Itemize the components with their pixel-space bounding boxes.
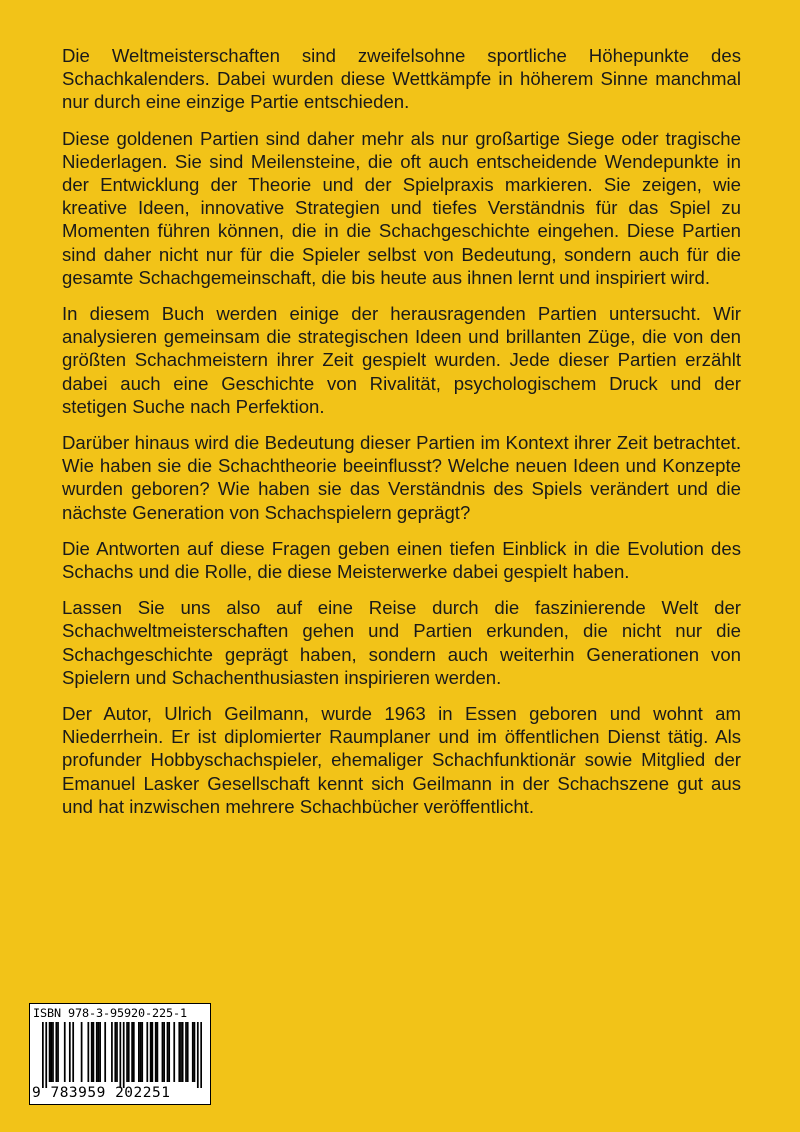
barcode-bar xyxy=(81,1022,83,1082)
barcode-bar xyxy=(98,1022,100,1082)
barcode-bar xyxy=(182,1022,184,1082)
barcode-bar xyxy=(45,1022,47,1088)
barcode-bar xyxy=(180,1022,182,1082)
barcode-bar xyxy=(141,1022,143,1082)
barcode-bar xyxy=(93,1022,95,1082)
barcode-bar xyxy=(123,1022,125,1088)
barcode-bar xyxy=(173,1022,175,1082)
barcode-bar xyxy=(157,1022,159,1082)
barcode-bar xyxy=(168,1022,170,1082)
barcode-bar xyxy=(150,1022,152,1082)
paragraph-answers: Die Antworten auf diese Fragen geben einen tiefen Einblick in die Evolution des Schachs und die Rolle, die diese Meisterwerke dabei gespielt haben. xyxy=(62,537,741,583)
paragraph-journey: Lassen Sie uns also auf eine Reise durch die faszinierende Welt der Schachweltmeisterschaften gehen und Partien erkunden, die nicht nur die Schachgeschichte geprägt haben, sondern auch weiterhin Generationen von Spielern und Schachenthusiasten inspirieren werden. xyxy=(62,597,741,688)
barcode-bar xyxy=(55,1022,57,1082)
barcode-bar xyxy=(162,1022,164,1082)
isbn-label: ISBN 978-3-95920-225-1 xyxy=(33,1006,188,1020)
barcode-bar xyxy=(151,1022,153,1082)
paragraph-book-content: In diesem Buch werden einige der herausragenden Partien untersucht. Wir analysieren gemeinsam die strategischen Ideen und brillanten Züge, die von den größten Schachmeistern ihrer Zeit gespielt wurden. Jede dieser Partien erzählt dabei auch eine Geschichte von Rivalität, psychologischem Druck und der stetigen Suche nach Perfektion. xyxy=(62,303,741,417)
barcode-bar xyxy=(200,1022,202,1088)
barcode-bar xyxy=(167,1022,169,1082)
barcode-bar xyxy=(91,1022,93,1082)
back-cover-text xyxy=(62,44,741,831)
barcode-bar xyxy=(163,1022,165,1082)
barcode-bar xyxy=(111,1022,113,1082)
barcode-bar xyxy=(72,1022,74,1082)
barcode-bar xyxy=(69,1022,71,1082)
barcode-number: 9 783959 202251 xyxy=(32,1085,171,1101)
barcode-bar xyxy=(192,1022,194,1082)
paragraph-author: Der Autor, Ulrich Geilmann, wurde 1963 in Essen geboren und wohnt am Niederrhein. Er ist diplomierter Raumplaner und im öffentlichen Dienst tätig. Als profunder Hobbyschachspieler, ehemaliger Schachfunktionär sowie Mitglied der Emanuel Lasker Gesellschaft kennt sich Geilmann in der Schachszene gut aus und hat inzwischen mehrere Schachbücher veröffentlicht. xyxy=(62,703,741,817)
barcode-bar xyxy=(126,1022,128,1082)
barcode-bars xyxy=(42,1022,202,1088)
barcode-bar xyxy=(57,1022,59,1082)
barcode-bar xyxy=(49,1022,51,1082)
barcode-bar xyxy=(185,1022,187,1082)
barcode-bar xyxy=(64,1022,66,1082)
barcode-bar xyxy=(119,1022,121,1088)
barcode-bar xyxy=(197,1022,199,1088)
barcode-bar xyxy=(146,1022,148,1082)
barcode-bar xyxy=(87,1022,89,1082)
barcode-bar xyxy=(178,1022,180,1082)
paragraph-intro: Die Weltmeisterschaften sind zweifelsohne sportliche Höhepunkte des Schachkalenders. Dabei wurden diese Wettkämpfe in höherem Sinne manchmal nur durch eine einzige Partie entschieden. xyxy=(62,45,741,113)
isbn-barcode xyxy=(29,1003,211,1105)
paragraph-context: Darüber hinaus wird die Bedeutung dieser Partien im Kontext ihrer Zeit betrachtet. Wie haben sie die Schachtheorie beeinflusst? Welche neuen Ideen und Konzepte wurden geboren? Wie haben sie das Verständnis des Spiels verändert und die nächste Generation von Schachspielern geprägt? xyxy=(62,432,741,523)
barcode-bar xyxy=(140,1022,142,1082)
paragraph-golden-games: Diese goldenen Partien sind daher mehr als nur großartige Siege oder tragische Niederlagen. Sie sind Meilensteine, die oft auch entscheidende Wendepunkte in der Entwicklung der Theorie und der Spielpraxis markieren. Sie zeigen, wie kreative Ideen, innovative Strategien und tiefes Verständnis für das Spiel zu Momenten führen können, die in die Schachgeschichte eingehen. Diese Partien sind daher nicht nur für die Spieler selbst von Bedeutung, sondern auch für die gesamte Schachgemeinschaft, die bis heute aus ihnen lernt und inspiriert wird. xyxy=(62,127,741,288)
barcode-bar xyxy=(131,1022,133,1082)
barcode-bar xyxy=(138,1022,140,1082)
barcode-bar xyxy=(194,1022,196,1082)
barcode-bar xyxy=(50,1022,52,1082)
barcode-bar xyxy=(187,1022,189,1082)
barcode-bar xyxy=(99,1022,101,1082)
barcode-bar xyxy=(96,1022,98,1082)
barcode-bar xyxy=(114,1022,116,1082)
barcode-bar xyxy=(116,1022,118,1082)
barcode-bar xyxy=(42,1022,44,1088)
barcode-bar xyxy=(104,1022,106,1082)
barcode-bar xyxy=(128,1022,130,1082)
barcode-bar xyxy=(52,1022,54,1082)
barcode-bar xyxy=(133,1022,135,1082)
barcode-bar xyxy=(155,1022,157,1082)
